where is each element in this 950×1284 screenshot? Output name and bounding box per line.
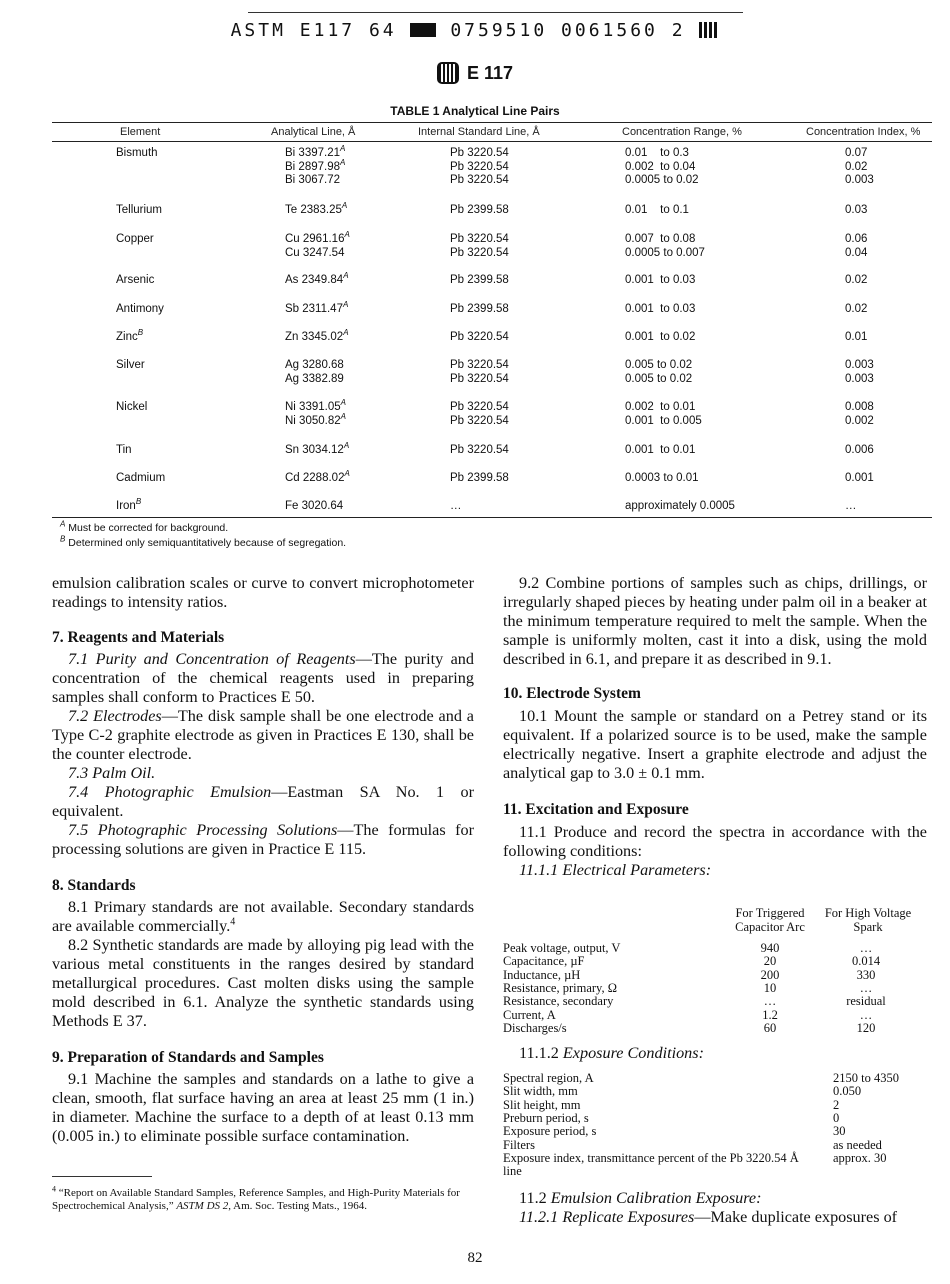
left-column	[52, 574, 474, 1146]
ep-b: …	[859, 941, 873, 955]
ep-b: 0.014	[851, 954, 881, 969]
table-footnote-b: $^B$ Determined only semiquantitatively because of segregation.	[60, 534, 347, 549]
heading-7: 7. Reagents and Materials	[52, 629, 225, 646]
barcode-icon	[699, 22, 719, 38]
right-column-bottom	[503, 1189, 927, 1227]
table-cell-concentration-index: 0.02	[845, 274, 868, 286]
table-cell-analytical-line: Bi $3397.21^A$ Bi $2897.98^A$ Bi 3067.72	[285, 144, 346, 186]
table-cell-analytical-line: Te $2383.25^A$	[285, 201, 348, 216]
table-cell-analytical-line: Fe 3020.64	[285, 500, 344, 512]
ec-label: Preburn period, s	[503, 1110, 589, 1125]
ec-value: approx. 30	[833, 1150, 887, 1165]
doc-title-text: E 117	[466, 63, 514, 83]
ep-header-spark: For High Voltage Spark	[824, 906, 912, 934]
col-header-element: Element	[120, 126, 161, 138]
para-7-3: 7.3 Palm Oil.	[68, 764, 156, 782]
table-cell-concentration-range: 0.001 to 0.02	[625, 331, 696, 343]
right-column-top	[503, 574, 927, 880]
table-cell-analytical-line: Ag 3280.68 Ag 3382.89	[285, 359, 344, 385]
para-11-1-2: 11.1.2 Exposure Conditions:	[519, 1044, 704, 1062]
header-block-mark	[410, 23, 436, 37]
para-7-5: 7.5 Photographic Processing Solutions—The formulas for processing solutions are given in Practice E 115.	[52, 821, 474, 858]
table-cell-analytical-line: Sn $3034.12^A$	[285, 441, 350, 456]
table-cell-internal-standard: Pb 3220.54 Pb 3220.54	[450, 401, 509, 427]
col-header-concentration-index: Concentration Index, %	[806, 126, 921, 138]
table-cell-element: Iron$^B$	[116, 497, 142, 512]
ep-b: 330	[856, 967, 876, 982]
ep-b: …	[859, 980, 873, 995]
ep-label: Resistance, secondary	[503, 994, 614, 1009]
ec-value: 30	[833, 1124, 846, 1139]
ec-label: Exposure index, transmittance percent of the Pb 3220.54 Å line	[503, 1150, 799, 1179]
col-header-concentration-range: Concentration Range, %	[622, 126, 742, 138]
table-cell-concentration-index: 0.03	[845, 204, 868, 216]
ep-b: 120	[856, 1020, 876, 1035]
table-cell-element: Zinc$^B$	[116, 328, 144, 343]
para-11-1: 11.1 Produce and record the spectra in accordance with the following conditions:	[503, 823, 927, 860]
table-cell-element: Copper	[116, 233, 154, 245]
astm-logo-icon	[437, 62, 459, 84]
table-cell-internal-standard: Pb 2399.58	[450, 204, 509, 216]
table-bottom-rule	[52, 517, 932, 518]
ep-b: residual	[846, 994, 886, 1009]
para-continued: emulsion calibration scales or curve to convert microphotometer readings to intensity ratios.	[52, 574, 474, 611]
table-cell-internal-standard: Pb 2399.58	[450, 274, 509, 286]
ep-label: Current, A	[503, 1007, 556, 1022]
table-header-rule	[52, 141, 932, 142]
table-cell-concentration-range: 0.001 to 0.03	[625, 274, 696, 286]
ep-a: 940	[760, 941, 780, 955]
col-header-analytical-line: Analytical Line, Å	[271, 126, 356, 138]
table-cell-concentration-index: …	[845, 500, 857, 512]
ec-label: Spectral region, A	[503, 1071, 594, 1085]
table-footnote-a: $^A$ Must be corrected for background.	[60, 519, 229, 534]
table-cell-concentration-range: 0.01 to 0.3 0.002 to 0.04 0.0005 to 0.02	[625, 147, 699, 186]
table-cell-analytical-line: Zn $3345.02^A$	[285, 328, 349, 343]
table-cell-concentration-index: 0.008 0.002	[845, 401, 874, 427]
table-cell-concentration-index: 0.006	[845, 444, 874, 456]
table-cell-element: Tellurium	[116, 204, 163, 216]
ep-header-arc: For Triggered Capacitor Arc	[735, 906, 805, 934]
ep-a: 20	[763, 954, 777, 969]
table-cell-analytical-line: Cd $2288.02^A$	[285, 469, 350, 484]
table-cell-concentration-index: 0.01	[845, 331, 868, 343]
table-cell-element: Bismuth	[116, 147, 158, 159]
table-cell-concentration-index: 0.02	[845, 303, 868, 315]
table-cell-concentration-range: 0.0003 to 0.01	[625, 472, 699, 484]
table-cell-internal-standard: Pb 2399.58	[450, 303, 509, 315]
page-number: 82	[467, 1250, 483, 1266]
table-cell-internal-standard: Pb 2399.58	[450, 472, 509, 484]
table-cell-analytical-line: As $2349.84^A$	[285, 271, 349, 286]
doc-header-code	[0, 20, 950, 41]
ep-a: 10	[763, 980, 777, 995]
ep-label: Capacitance, µF	[503, 954, 585, 969]
table-cell-analytical-line: Cu $2961.16^A$ Cu 3247.54	[285, 230, 350, 259]
header-rule	[248, 12, 743, 13]
ep-a: 60	[763, 1020, 777, 1035]
ep-a: 1.2	[762, 1007, 778, 1022]
table-cell-element: Silver	[116, 359, 145, 371]
table-cell-internal-standard: Pb 3220.54 Pb 3220.54	[450, 233, 509, 259]
table-title: TABLE 1 Analytical Line Pairs	[390, 104, 560, 118]
table-cell-element: Arsenic	[116, 274, 155, 286]
para-9-2: 9.2 Combine portions of samples such as chips, drillings, or irregularly shaped pieces by heating under palm oil in a beaker at the minimum temperature required to melt the sample. When the sample is uniformly molten, cast it into a disk, using the mold described in 6.1, and prepare it as described in 9.1.	[503, 574, 927, 668]
para-7-2: 7.2 Electrodes—The disk sample shall be one electrode and a Type C-2 graphite electrode as given in Practices E 130, shall be the counter electrode.	[52, 707, 474, 763]
table-cell-internal-standard: …	[450, 500, 462, 512]
para-11-2: 11.2 Emulsion Calibration Exposure:	[519, 1189, 762, 1207]
footnote-rule	[52, 1176, 152, 1177]
table-cell-element: Cadmium	[116, 472, 166, 484]
table-cell-element: Tin	[116, 444, 132, 456]
ec-value: 0.050	[833, 1084, 862, 1099]
table-cell-concentration-range: 0.01 to 0.1	[625, 204, 689, 216]
ec-value: 2	[833, 1097, 840, 1112]
table-cell-internal-standard: Pb 3220.54	[450, 331, 509, 343]
table-cell-concentration-index: 0.07 0.02 0.003	[845, 147, 874, 186]
para-11-2-1: 11.2.1 Replicate Exposures—Make duplicate exposures of	[519, 1208, 898, 1226]
ep-label: Peak voltage, output, V	[503, 941, 621, 955]
col-header-internal-standard: Internal Standard Line, Å	[418, 126, 540, 138]
table-cell-internal-standard: Pb 3220.54 Pb 3220.54 Pb 3220.54	[450, 147, 509, 186]
table-cell-concentration-range: 0.007 to 0.08 0.0005 to 0.007	[625, 233, 705, 259]
heading-11: 11. Excitation and Exposure	[503, 801, 689, 818]
heading-10: 10. Electrode System	[503, 685, 641, 702]
table-cell-concentration-range: 0.001 to 0.01	[625, 444, 696, 456]
ec-value: 0	[833, 1110, 840, 1125]
table-top-rule	[52, 122, 932, 123]
para-8-2: 8.2 Synthetic standards are made by alloying pig lead with the various metal constituents in the ranges desired by standard metallurgical procedures. Cast molten disks using the sample mold described in 6.1. Analyze the synthetic standards using Methods E 37.	[52, 936, 474, 1030]
ec-label: Slit height, mm	[503, 1097, 581, 1112]
para-11-1-1: 11.1.1 Electrical Parameters:	[519, 861, 712, 879]
table-cell-element: Nickel	[116, 401, 148, 413]
table-cell-analytical-line: Sb $2311.47^A$	[285, 300, 349, 315]
heading-8: 8. Standards	[52, 877, 136, 894]
table-cell-concentration-range: approximately 0.0005	[625, 500, 735, 512]
table-cell-internal-standard: Pb 3220.54	[450, 444, 509, 456]
para-9-1: 9.1 Machine the samples and standards on a lathe to give a clean, smooth, flat surface having an area at least 25 mm (1 in.) in diameter. Machine the surface to a depth of at least 0.13 mm (0.005 in.) to eliminate possible surface contamination.	[52, 1070, 474, 1145]
para-7-4: 7.4 Photographic Emulsion—Eastman SA No. 1 or equivalent.	[52, 783, 474, 820]
ec-value: 2150 to 4350	[833, 1071, 899, 1085]
ep-label: Resistance, primary, Ω	[503, 980, 618, 995]
para-7-1: 7.1 Purity and Concentration of Reagents—The purity and concentration of the chemical reagents used in preparing samples shall conform to Practices E 50.	[52, 650, 474, 706]
ep-a: 200	[760, 967, 780, 982]
table-cell-concentration-range: 0.005 to 0.02 0.005 to 0.02	[625, 359, 693, 385]
ep-label: Discharges/s	[503, 1020, 567, 1035]
ec-value: as needed	[833, 1137, 882, 1152]
ep-a: …	[763, 994, 777, 1009]
table-cell-concentration-index: 0.001	[845, 472, 874, 484]
ec-label: Exposure period, s	[503, 1124, 597, 1139]
header-code-2: 0759510 0061560 2	[450, 20, 686, 41]
table-cell-concentration-range: 0.002 to 0.01 0.001 to 0.005	[625, 401, 702, 427]
ec-label: Slit width, mm	[503, 1084, 578, 1099]
para-10-1: 10.1 Mount the sample or standard on a Petrey stand or its equivalent. If a polarized source is to be used, make the sample electrically negative. Insert a graphite electrode and adjust the analytical gap to 3.0 ± 0.1 mm.	[503, 707, 927, 782]
table-cell-internal-standard: Pb 3220.54 Pb 3220.54	[450, 359, 509, 385]
footnote-4: $^4$ “Report on Available Standard Samples, Reference Samples, and High-Purity Materials for Spectrochemical Analysis,” ASTM DS 2, Am. Soc. Testing Mats., 1964.	[52, 1184, 460, 1212]
heading-9: 9. Preparation of Standards and Samples	[52, 1049, 324, 1066]
doc-title	[0, 62, 950, 84]
para-8-1: 8.1 Primary standards are not available. Secondary standards are available commercially.$^4$	[52, 898, 474, 935]
ep-label: Inductance, µH	[503, 967, 581, 982]
table-cell-concentration-index: 0.06 0.04	[845, 233, 868, 259]
header-code-1: ASTM E117 64	[230, 20, 397, 41]
table-cell-concentration-index: 0.003 0.003	[845, 359, 874, 385]
table-cell-element: Antimony	[116, 303, 164, 315]
table-cell-concentration-range: 0.001 to 0.03	[625, 303, 696, 315]
ep-b: …	[859, 1007, 873, 1022]
ec-label: Filters	[503, 1137, 535, 1152]
table-cell-analytical-line: Ni $3391.05^A$ Ni $3050.82^A$	[285, 398, 346, 427]
